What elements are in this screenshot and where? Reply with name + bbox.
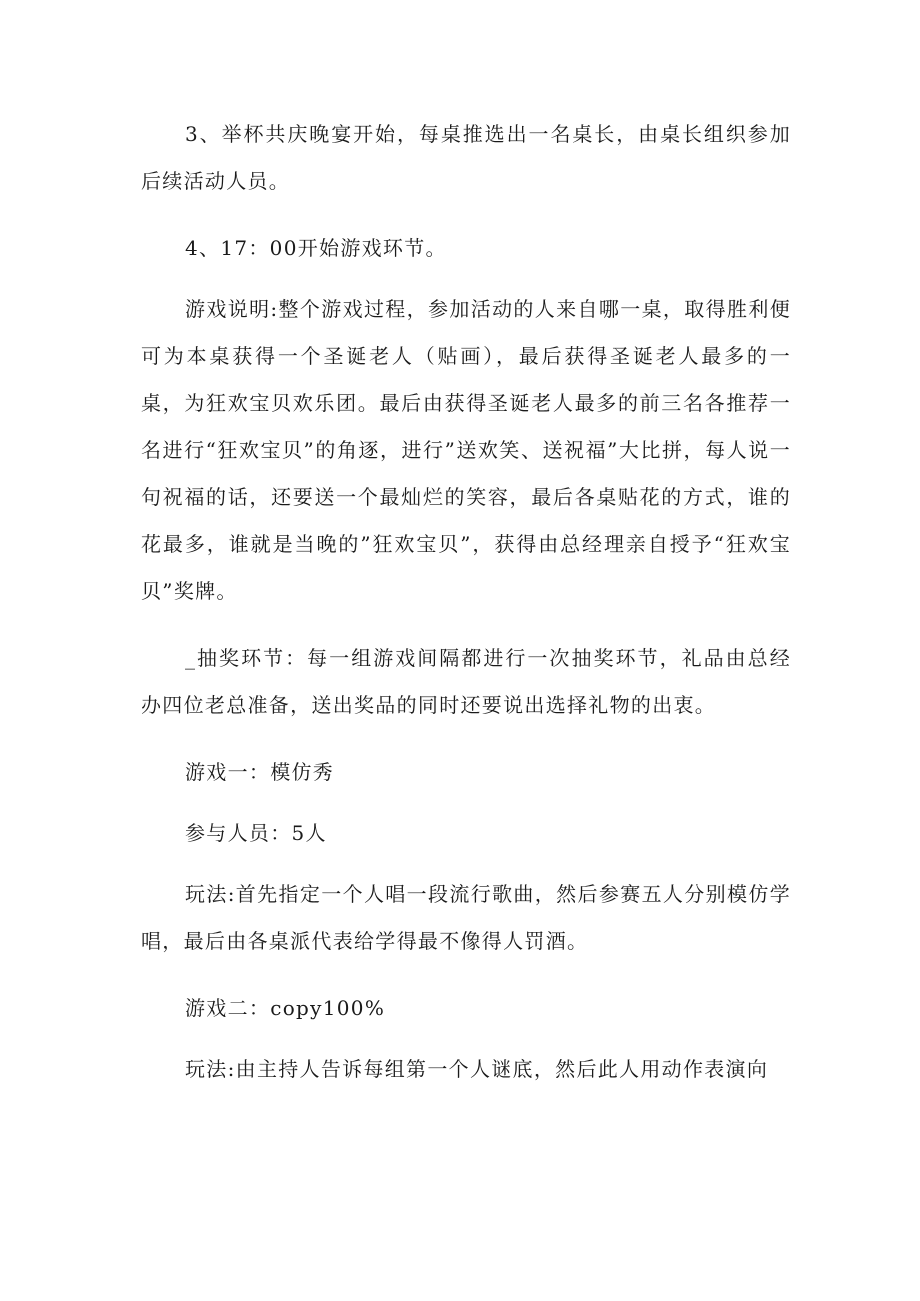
paragraph-table-leader: 3、举杯共庆晚宴开始，每桌推选出一名桌长，由桌长组织参加后续活动人员。 xyxy=(141,122,791,193)
paragraph-game-two-rules: 玩法:由主持人告诉每组第一个人谜底，然后此人用动作表演向 xyxy=(185,1057,769,1081)
paragraph-game-start-time: 4、17：00开始游戏环节。 xyxy=(185,236,447,260)
paragraph-game-one-participants: 参与人员：5人 xyxy=(185,821,327,845)
paragraph-game-one-rules: 玩法:首先指定一个人唱一段流行歌曲，然后参赛五人分别模仿学唱，最后由各桌派代表给学得最不像得人罚酒。 xyxy=(141,882,791,953)
paragraph-game-description: 游戏说明:整个游戏过程，参加活动的人来自哪一桌，取得胜利便可为本桌获得一个圣诞老人（贴画），最后获得圣诞老人最多的一桌，为狂欢宝贝欢乐团。最后由获得圣诞老人最多的前三名各推荐一名进行“狂欢宝贝”的角逐，进行”送欢笑、送祝福”大比拼，每人说一句祝福的话，还要送一个最灿烂的笑容，最后各桌贴花的方式，谁的花最多，谁就是当晚的”狂欢宝贝”，获得由总经理亲自授予“狂欢宝贝”奖牌。 xyxy=(141,297,791,603)
document-body xyxy=(141,111,791,1113)
paragraph-game-one-title: 游戏一：模仿秀 xyxy=(185,760,335,784)
paragraph-game-two-title: 游戏二：copy100% xyxy=(185,996,386,1020)
paragraph-lottery: _抽奖环节：每一组游戏间隔都进行一次抽奖环节，礼品由总经办四位老总准备，送出奖品的同时还要说出选择礼物的出衷。 xyxy=(141,646,791,717)
